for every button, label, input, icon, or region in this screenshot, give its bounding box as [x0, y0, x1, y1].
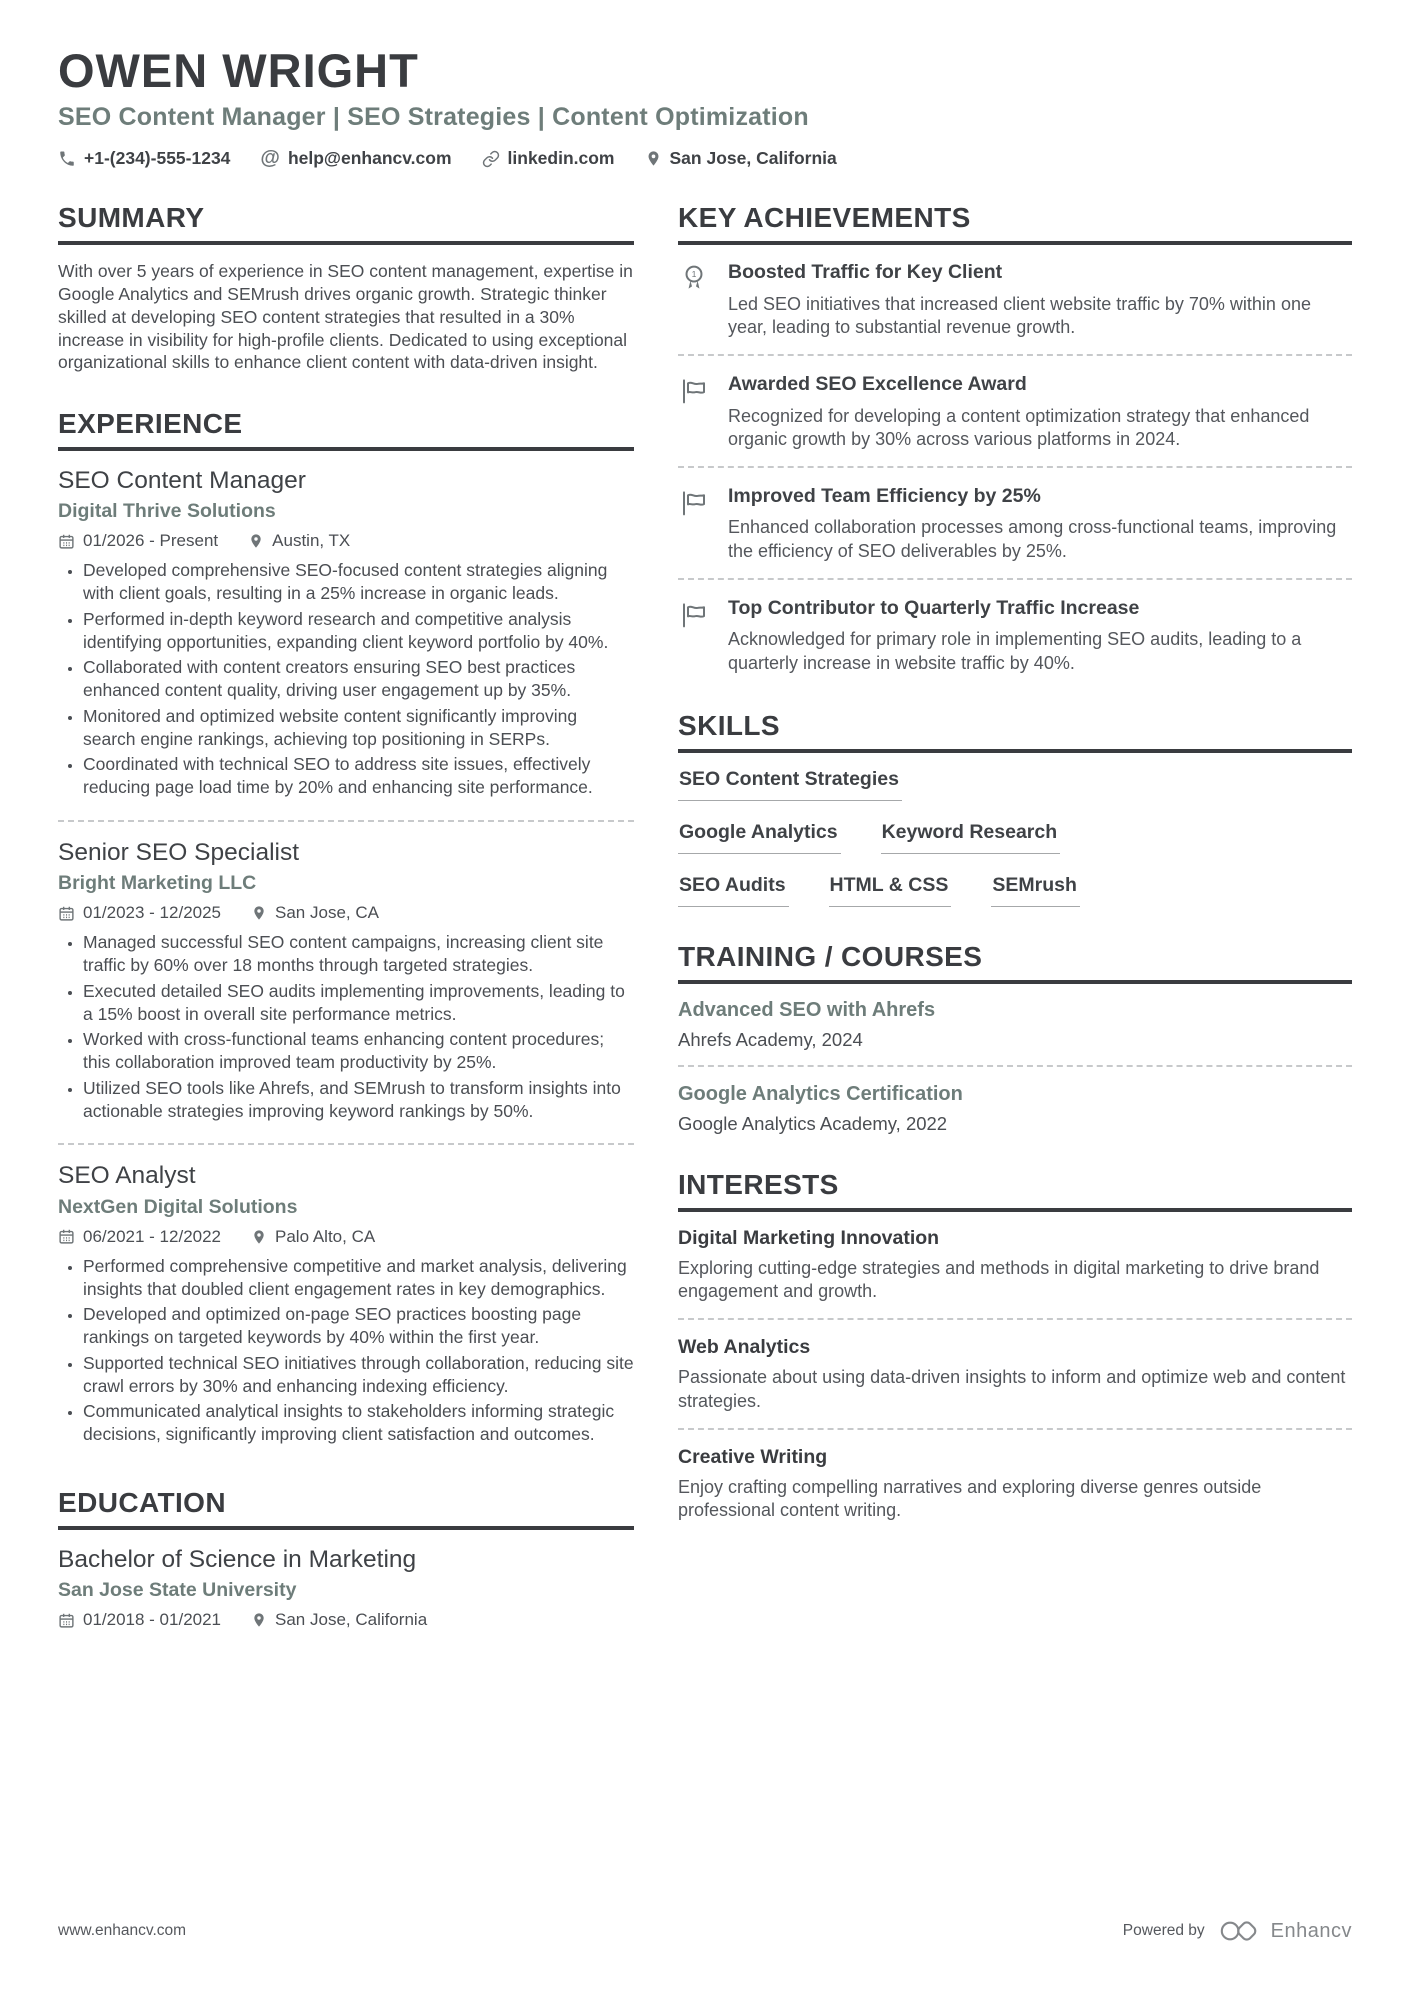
job-bullet: • Monitored and optimized website content significantly improving search engine rankings, achieving top positioning in SERPs. — [83, 705, 634, 751]
job-company: Digital Thrive Solutions — [58, 500, 276, 523]
flag-icon — [678, 596, 712, 676]
svg-text:1: 1 — [691, 269, 697, 280]
experience-heading: EXPERIENCE — [58, 408, 634, 451]
interest-text: Exploring cutting-edge strategies and methods in digital marketing to drive brand engagement and growth. — [678, 1257, 1320, 1302]
achievement-title: Awarded SEO Excellence Award — [728, 373, 1027, 396]
achievement-item — [678, 260, 1352, 340]
job-bullet: • Executed detailed SEO audits implementing improvements, leading to a 15% boost in overall site performance metrics. — [83, 980, 634, 1026]
interest-text: Enjoy crafting compelling narratives and exploring diverse genres outside professional content writing. — [678, 1476, 1262, 1521]
phone-icon — [58, 150, 76, 168]
divider — [678, 578, 1352, 580]
job-bullet: • Communicated analytical insights to stakeholders informing strategic decisions, significantly improving client satisfaction and outcomes. — [83, 1400, 634, 1446]
contact-email[interactable] — [260, 147, 451, 170]
course-title: Google Analytics Certification — [678, 1082, 963, 1105]
footer-website-link[interactable]: www.enhancv.com — [58, 1922, 187, 1939]
achievement-item — [678, 596, 1352, 676]
at-icon: @ — [260, 147, 280, 170]
divider — [58, 1143, 634, 1145]
course-item — [678, 999, 1352, 1051]
experience-section — [58, 408, 634, 1453]
location-text: San Jose, California — [669, 148, 837, 169]
skills-section — [678, 710, 1352, 907]
job-dates: 01/2023 - 12/2025 — [58, 903, 221, 923]
achievement-item — [678, 484, 1352, 564]
right-column — [678, 202, 1352, 1664]
achievement-title: Boosted Traffic for Key Client — [728, 261, 1003, 284]
skill-tag: HTML & CSS — [829, 874, 952, 907]
page-footer — [58, 1917, 1352, 1945]
job-entry — [58, 838, 634, 1129]
achievement-title: Top Contributor to Quarterly Traffic Increase — [728, 596, 1140, 619]
job-entry — [58, 1161, 634, 1452]
contact-phone — [58, 148, 230, 169]
summary-heading: SUMMARY — [58, 202, 634, 245]
course-provider: Ahrefs Academy, 2024 — [678, 1028, 863, 1050]
calendar-icon — [58, 1228, 75, 1245]
skill-tag: SEO Audits — [678, 874, 789, 907]
divider — [58, 820, 634, 822]
interest-item — [678, 1227, 1352, 1305]
contact-location — [645, 148, 837, 169]
achievement-item — [678, 372, 1352, 452]
location-icon — [251, 1612, 267, 1628]
divider — [678, 354, 1352, 356]
location-icon — [251, 905, 267, 921]
job-bullets — [58, 1255, 634, 1446]
interests-heading: INTERESTS — [678, 1169, 1352, 1212]
job-bullet: • Managed successful SEO content campaigns, increasing client site traffic by 60% over 18 months through targeted strategies. — [83, 931, 634, 977]
skill-tag: SEMrush — [991, 874, 1080, 907]
course-provider: Google Analytics Academy, 2022 — [678, 1112, 948, 1134]
location-icon — [645, 150, 662, 167]
job-bullets — [58, 931, 634, 1122]
linkedin-url[interactable]: linkedin.com — [507, 148, 615, 169]
skills-heading: SKILLS — [678, 710, 1352, 753]
email-address[interactable]: help@enhancv.com — [287, 148, 452, 169]
divider — [678, 1065, 1352, 1067]
job-bullet: • Utilized SEO tools like Ahrefs, and SEMrush to transform insights into actionable strategies improving keyword rankings by 50%. — [83, 1077, 634, 1123]
resume-header — [58, 46, 1352, 170]
job-company: NextGen Digital Solutions — [58, 1195, 298, 1218]
summary-section — [58, 202, 634, 374]
enhancv-logo-icon — [1217, 1917, 1259, 1945]
powered-by — [1123, 1917, 1352, 1945]
location-icon — [248, 533, 264, 549]
job-bullet: • Performed in-depth keyword research and competitive analysis identifying opportunities, expanding client keyword portfolio by 40%. — [83, 608, 634, 654]
achievements-section — [678, 202, 1352, 675]
medal-icon — [678, 260, 712, 340]
education-dates: 01/2018 - 01/2021 — [58, 1610, 221, 1630]
job-bullet: • Supported technical SEO initiatives through collaboration, reducing site crawl errors by 30% and enhancing indexing efficiency. — [83, 1352, 634, 1398]
training-section — [678, 941, 1352, 1135]
location-icon — [251, 1229, 267, 1245]
powered-by-label: Powered by — [1122, 1922, 1205, 1939]
candidate-headline: SEO Content Manager | SEO Strategies | Content Optimization — [58, 103, 809, 132]
flag-icon — [678, 484, 712, 564]
job-bullet: • Coordinated with technical SEO to address site issues, effectively reducing page load time by 20% and enhancing site performance. — [83, 753, 634, 799]
job-title: SEO Content Manager — [58, 467, 306, 495]
contact-row — [58, 147, 1352, 170]
training-heading: TRAINING / COURSES — [678, 941, 1352, 984]
achievement-text: Recognized for developing a content optimization strategy that enhanced organic growth by 30% across various platforms in 2024. — [728, 405, 1310, 450]
job-bullet: • Collaborated with content creators ensuring SEO best practices enhanced content quality, driving user engagement up by 35%. — [83, 656, 634, 702]
enhancv-brand-name: Enhancv — [1270, 1919, 1352, 1942]
job-bullet: • Worked with cross-functional teams enhancing content procedures; this collaboration improved team productivity by 25%. — [83, 1028, 634, 1074]
job-bullet: • Performed comprehensive competitive and market analysis, delivering insights that doubled client engagement rates in key demographics. — [83, 1255, 634, 1301]
school-name: San Jose State University — [58, 1579, 297, 1602]
interest-title: Digital Marketing Innovation — [678, 1226, 940, 1249]
achievements-heading: KEY ACHIEVEMENTS — [678, 202, 1352, 245]
summary-text: With over 5 years of experience in SEO content management, expertise in Google Analytics and SEMrush drives organic growth. Strategic thinker skilled at developing SEO content strategies that resulted in a 30% increase in visibility for high-profile clients. Dedicated to using exceptional organizational skills to enhance client content with data-driven insight. — [58, 261, 633, 373]
achievement-text: Acknowledged for primary role in implementing SEO audits, leading to a quarterly increase in website traffic by 40%. — [728, 629, 1302, 673]
interest-item — [678, 1446, 1352, 1524]
course-item — [678, 1083, 1352, 1135]
contact-linkedin[interactable] — [482, 148, 615, 169]
interest-text: Passionate about using data-driven insights to inform and optimize web and content strategies. — [678, 1367, 1346, 1411]
achievement-text: Enhanced collaboration processes among cross-functional teams, improving the efficiency of SEO deliverables by 25%. — [728, 517, 1337, 562]
divider — [678, 1428, 1352, 1430]
skill-tag: Keyword Research — [881, 821, 1061, 854]
link-icon — [482, 150, 500, 168]
job-title: SEO Analyst — [58, 1162, 196, 1190]
job-dates: 01/2026 - Present — [58, 531, 218, 551]
education-location: San Jose, California — [251, 1610, 427, 1630]
candidate-name: OWEN WRIGHT — [58, 44, 419, 97]
job-location: Palo Alto, CA — [251, 1227, 375, 1247]
job-bullet: • Developed and optimized on-page SEO practices boosting page rankings on targeted keywords by 40% within the first year. — [83, 1303, 634, 1349]
achievement-text: Led SEO initiatives that increased client website traffic by 70% within one year, leading to substantial revenue growth. — [728, 293, 1311, 338]
left-column — [58, 202, 634, 1664]
job-title: Senior SEO Specialist — [58, 838, 300, 866]
job-company: Bright Marketing LLC — [58, 872, 257, 895]
interests-section — [678, 1169, 1352, 1524]
interest-title: Creative Writing — [678, 1445, 828, 1468]
degree-title: Bachelor of Science in Marketing — [58, 1545, 417, 1573]
divider — [678, 1318, 1352, 1320]
divider — [678, 466, 1352, 468]
phone-number: +1-(234)-555-1234 — [84, 148, 231, 169]
education-heading: EDUCATION — [58, 1487, 634, 1530]
job-bullets — [58, 559, 634, 799]
job-entry — [58, 466, 634, 806]
job-dates: 06/2021 - 12/2022 — [58, 1227, 221, 1247]
interest-item — [678, 1336, 1352, 1414]
calendar-icon — [58, 533, 75, 550]
education-section — [58, 1487, 634, 1630]
job-location: San Jose, CA — [251, 903, 379, 923]
interest-title: Web Analytics — [678, 1336, 811, 1359]
flag-icon — [678, 372, 712, 452]
skill-tag: Google Analytics — [678, 821, 841, 854]
course-title: Advanced SEO with Ahrefs — [678, 998, 936, 1021]
job-bullet: • Developed comprehensive SEO-focused content strategies aligning with client goals, resulting in a 25% increase in organic leads. — [83, 559, 634, 605]
skill-tag: SEO Content Strategies — [678, 768, 902, 801]
calendar-icon — [58, 1612, 75, 1629]
job-location: Austin, TX — [248, 531, 350, 551]
calendar-icon — [58, 905, 75, 922]
achievement-title: Improved Team Efficiency by 25% — [728, 485, 1041, 508]
